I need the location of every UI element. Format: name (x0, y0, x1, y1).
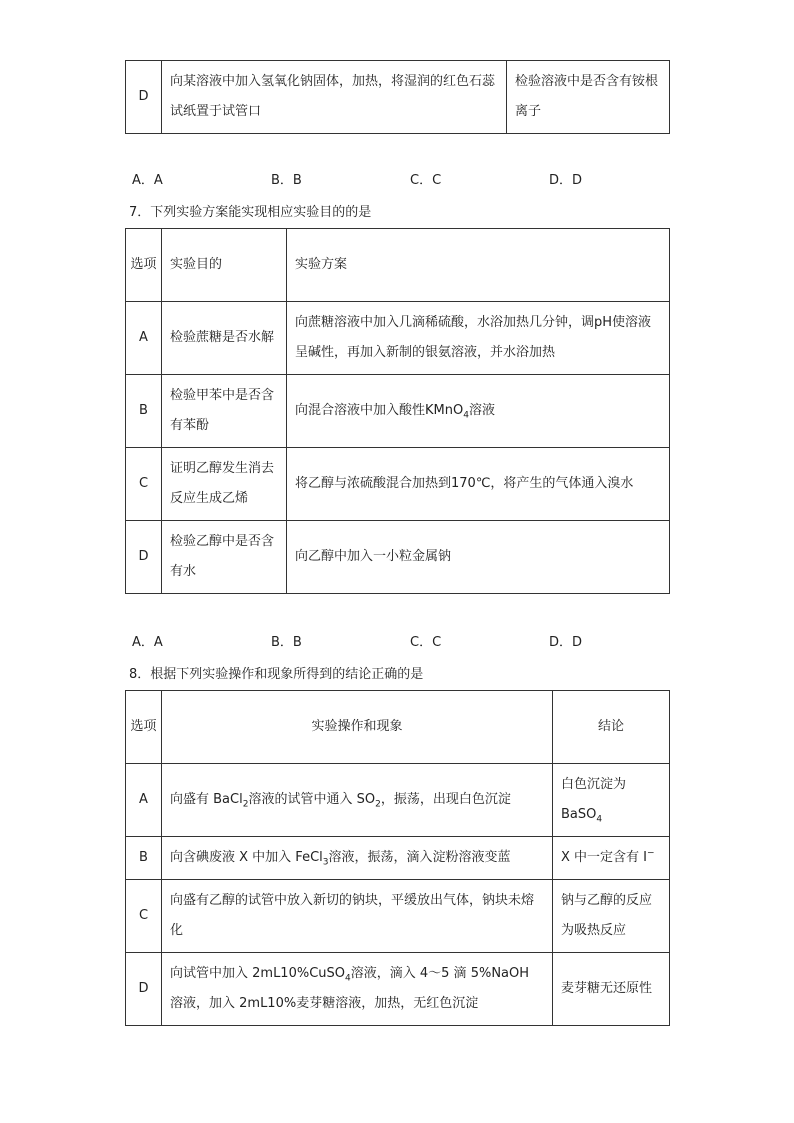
choice-c[interactable]: C．C (410, 173, 442, 188)
row-label: D (126, 61, 162, 134)
conclusion-cell (553, 837, 670, 880)
row-label: C (126, 448, 162, 521)
plan-cell: 向蔗糖溶液中加入几滴稀硫酸，水浴加热几分钟，调pH使溶液呈碱性，再加入新制的银氨溶液，并水浴加热 (287, 302, 670, 375)
row-label: A (126, 302, 162, 375)
table-row (126, 375, 670, 448)
plan-text-end: 溶液 (468, 403, 495, 418)
q8-table (125, 690, 670, 1026)
conclusion-cell (553, 764, 670, 837)
op-text: 向盛有 BaCl (170, 792, 243, 807)
operation-cell (162, 953, 553, 1026)
goal-cell: 检验乙醇中是否含有水 (162, 521, 287, 594)
table-row (126, 764, 670, 837)
op-subscript: 2 (375, 799, 381, 810)
conc-text: X 中一定含有 I (561, 850, 648, 865)
plan-cell: 将乙醇与浓硫酸混合加热到170℃，将产生的气体通入溴水 (287, 448, 670, 521)
table-header-row (126, 229, 670, 302)
table-row (126, 837, 670, 880)
header-operation: 实验操作和现象 (162, 691, 553, 764)
table-row (126, 953, 670, 1026)
plan-cell: 向乙醇中加入一小粒金属钠 (287, 521, 670, 594)
operation-cell: 向盛有乙醇的试管中放入新切的钠块，平缓放出气体，钠块未熔化 (162, 880, 553, 953)
table-row (126, 302, 670, 375)
choice-b[interactable]: B．B (271, 635, 302, 650)
choice-d[interactable]: D．D (549, 635, 583, 650)
op-subscript: 2 (242, 799, 249, 810)
row-label: D (126, 953, 162, 1026)
table-header-row (126, 691, 670, 764)
table-row (126, 880, 670, 953)
op-text: 向含碘废液 X 中加入 FeCl (170, 850, 323, 865)
op-text: 溶液的试管中通入 SO (248, 792, 376, 807)
choice-d[interactable]: D．D (549, 173, 583, 188)
op-text: 溶液，滴入 4～5 滴 5%NaOH 溶液，加入 2mL10%麦芽糖溶液，加热，无红色沉淀 (170, 966, 530, 1011)
row-label: C (126, 880, 162, 953)
op-text: 向试管中加入 2mL10%CuSO (170, 966, 346, 981)
row-label: A (126, 764, 162, 837)
conc-text: BaSO (561, 807, 597, 822)
table-row (126, 61, 670, 134)
row-label: B (126, 375, 162, 448)
op-subscript: 3 (322, 857, 329, 868)
conc-subscript: 4 (596, 814, 603, 825)
header-option: 选项 (126, 229, 162, 302)
row-label: B (126, 837, 162, 880)
op-subscript: 4 (345, 973, 351, 984)
conclusion-cell: 钠与乙醇的反应为吸热反应 (553, 880, 670, 953)
q6-table (125, 60, 670, 134)
q6-choices (132, 171, 732, 191)
plan-text: 向混合溶液中加入酸性KMnO (295, 403, 464, 418)
row-label: D (126, 521, 162, 594)
operation-cell: 向某溶液中加入氢氧化钠固体，加热，将湿润的红色石蕊试纸置于试管口 (162, 61, 507, 134)
conc-text: 白色沉淀为 (561, 777, 627, 792)
op-text: ，振荡，出现白色沉淀 (380, 792, 511, 807)
header-option: 选项 (126, 691, 162, 764)
table-row (126, 448, 670, 521)
goal-cell: 检验甲苯中是否含有苯酚 (162, 375, 287, 448)
header-conclusion: 结论 (553, 691, 670, 764)
choice-c[interactable]: C．C (410, 635, 442, 650)
conclusion-cell: 麦芽糖无还原性 (553, 953, 670, 1026)
q7-table (125, 228, 670, 594)
q8-title: 8．根据下列实验操作和现象所得到的结论正确的是 (129, 667, 424, 682)
q7-title: 7．下列实验方案能实现相应实验目的的是 (129, 205, 372, 220)
operation-cell (162, 764, 553, 837)
op-text: 溶液，振荡，滴入淀粉溶液变蓝 (328, 850, 511, 865)
header-goal: 实验目的 (162, 229, 287, 302)
choice-a[interactable]: A．A (132, 635, 163, 650)
plan-subscript: 4 (463, 410, 469, 421)
purpose-cell: 检验溶液中是否含有铵根离子 (507, 61, 670, 134)
choice-a[interactable]: A．A (132, 173, 163, 188)
goal-cell: 检验蔗糖是否水解 (162, 302, 287, 375)
table-row (126, 521, 670, 594)
q7-choices (132, 633, 732, 653)
conc-superscript: − (647, 848, 655, 859)
header-plan: 实验方案 (287, 229, 670, 302)
choice-b[interactable]: B．B (271, 173, 302, 188)
operation-cell (162, 837, 553, 880)
goal-cell: 证明乙醇发生消去反应生成乙烯 (162, 448, 287, 521)
plan-cell (287, 375, 670, 448)
